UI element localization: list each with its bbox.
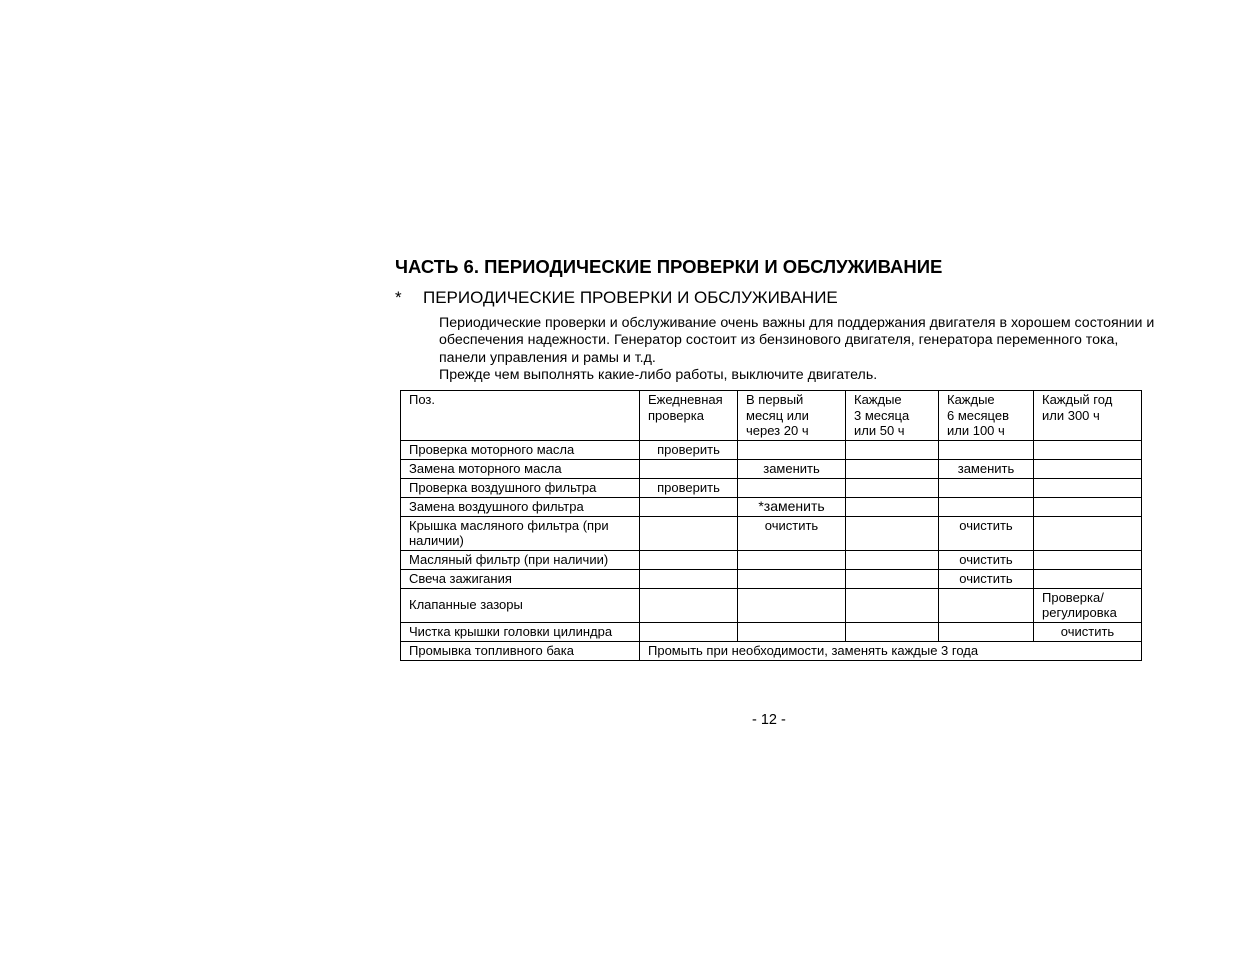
cell-yearly: Проверка/ регулировка bbox=[1034, 588, 1142, 622]
row-item: Замена моторного масла bbox=[401, 459, 640, 478]
cell-daily bbox=[640, 516, 738, 550]
cell-daily bbox=[640, 459, 738, 478]
cell-six-months: очистить bbox=[939, 516, 1034, 550]
cell-daily: проверить bbox=[640, 478, 738, 497]
row-item: Свеча зажигания bbox=[401, 569, 640, 588]
cell-yearly bbox=[1034, 497, 1142, 516]
cell-daily bbox=[640, 550, 738, 569]
row-item: Замена воздушного фильтра bbox=[401, 497, 640, 516]
cell-first-month bbox=[738, 550, 846, 569]
intro-text bbox=[439, 315, 1159, 384]
page-number: - 12 - bbox=[752, 712, 786, 728]
row-item: Проверка воздушного фильтра bbox=[401, 478, 640, 497]
header-three-months: Каждые 3 месяца или 50 ч bbox=[846, 391, 939, 441]
cell-yearly bbox=[1034, 459, 1142, 478]
cell-first-month bbox=[738, 440, 846, 459]
cell-three-months bbox=[846, 588, 939, 622]
table-row bbox=[401, 641, 1142, 660]
cell-three-months bbox=[846, 622, 939, 641]
cell-yearly bbox=[1034, 478, 1142, 497]
intro-warning: Прежде чем выполнять какие-либо работы, выключите двигатель. bbox=[439, 366, 878, 383]
cell-three-months bbox=[846, 478, 939, 497]
cell-yearly bbox=[1034, 569, 1142, 588]
table-row bbox=[401, 569, 1142, 588]
cell-yearly bbox=[1034, 550, 1142, 569]
header-six-months: Каждые 6 месяцев или 100 ч bbox=[939, 391, 1034, 441]
row-item: Промывка топливного бака bbox=[401, 641, 640, 660]
cell-three-months bbox=[846, 440, 939, 459]
cell-first-month: заменить bbox=[738, 459, 846, 478]
cell-daily bbox=[640, 569, 738, 588]
cell-first-month bbox=[738, 588, 846, 622]
cell-daily bbox=[640, 497, 738, 516]
cell-yearly: очистить bbox=[1034, 622, 1142, 641]
cell-six-months bbox=[939, 497, 1034, 516]
cell-three-months bbox=[846, 569, 939, 588]
cell-six-months bbox=[939, 478, 1034, 497]
cell-six-months: очистить bbox=[939, 569, 1034, 588]
table-row bbox=[401, 550, 1142, 569]
cell-first-month bbox=[738, 478, 846, 497]
cell-first-month bbox=[738, 622, 846, 641]
row-item: Чистка крышки головки цилиндра bbox=[401, 622, 640, 641]
table-row bbox=[401, 497, 1142, 516]
row-item: Масляный фильтр (при наличии) bbox=[401, 550, 640, 569]
cell-daily bbox=[640, 588, 738, 622]
table-row bbox=[401, 440, 1142, 459]
cell-three-months bbox=[846, 497, 939, 516]
table-row bbox=[401, 588, 1142, 622]
table-row bbox=[401, 478, 1142, 497]
cell-first-month: *заменить bbox=[738, 497, 846, 516]
table-header-row bbox=[401, 391, 1142, 441]
section-title: ЧАСТЬ 6. ПЕРИОДИЧЕСКИЕ ПРОВЕРКИ И ОБСЛУЖИВАНИЕ bbox=[395, 256, 943, 277]
subheading bbox=[395, 288, 838, 308]
header-daily: Ежедневная проверка bbox=[640, 391, 738, 441]
cell-span-note: Промыть при необходимости, заменять каждые 3 года bbox=[640, 641, 1142, 660]
cell-six-months: очистить bbox=[939, 550, 1034, 569]
cell-six-months bbox=[939, 622, 1034, 641]
header-first-month: В первый месяц или через 20 ч bbox=[738, 391, 846, 441]
cell-six-months bbox=[939, 588, 1034, 622]
header-item: Поз. bbox=[401, 391, 640, 441]
subheading-text: ПЕРИОДИЧЕСКИЕ ПРОВЕРКИ И ОБСЛУЖИВАНИЕ bbox=[423, 288, 838, 307]
maintenance-schedule-table bbox=[400, 390, 1142, 661]
table-row bbox=[401, 516, 1142, 550]
row-item: Крышка масляного фильтра (при наличии) bbox=[401, 516, 640, 550]
table-row bbox=[401, 459, 1142, 478]
cell-daily: проверить bbox=[640, 440, 738, 459]
table-row bbox=[401, 622, 1142, 641]
cell-first-month bbox=[738, 569, 846, 588]
row-item: Клапанные зазоры bbox=[401, 588, 640, 622]
cell-three-months bbox=[846, 550, 939, 569]
row-item: Проверка моторного масла bbox=[401, 440, 640, 459]
cell-three-months bbox=[846, 516, 939, 550]
header-yearly: Каждый год или 300 ч bbox=[1034, 391, 1142, 441]
intro-paragraph: Периодические проверки и обслуживание очень важны для поддержания двигателя в хорошем состоянии и обеспечения надежности. Генератор состоит из бензинового двигателя, генератора переменного тока, панели управления и рамы и т.д. bbox=[439, 315, 1155, 366]
cell-yearly bbox=[1034, 516, 1142, 550]
cell-daily bbox=[640, 622, 738, 641]
cell-six-months bbox=[939, 440, 1034, 459]
cell-six-months: заменить bbox=[939, 459, 1034, 478]
cell-first-month: очистить bbox=[738, 516, 846, 550]
bullet-marker: * bbox=[395, 288, 402, 307]
cell-three-months bbox=[846, 459, 939, 478]
cell-yearly bbox=[1034, 440, 1142, 459]
